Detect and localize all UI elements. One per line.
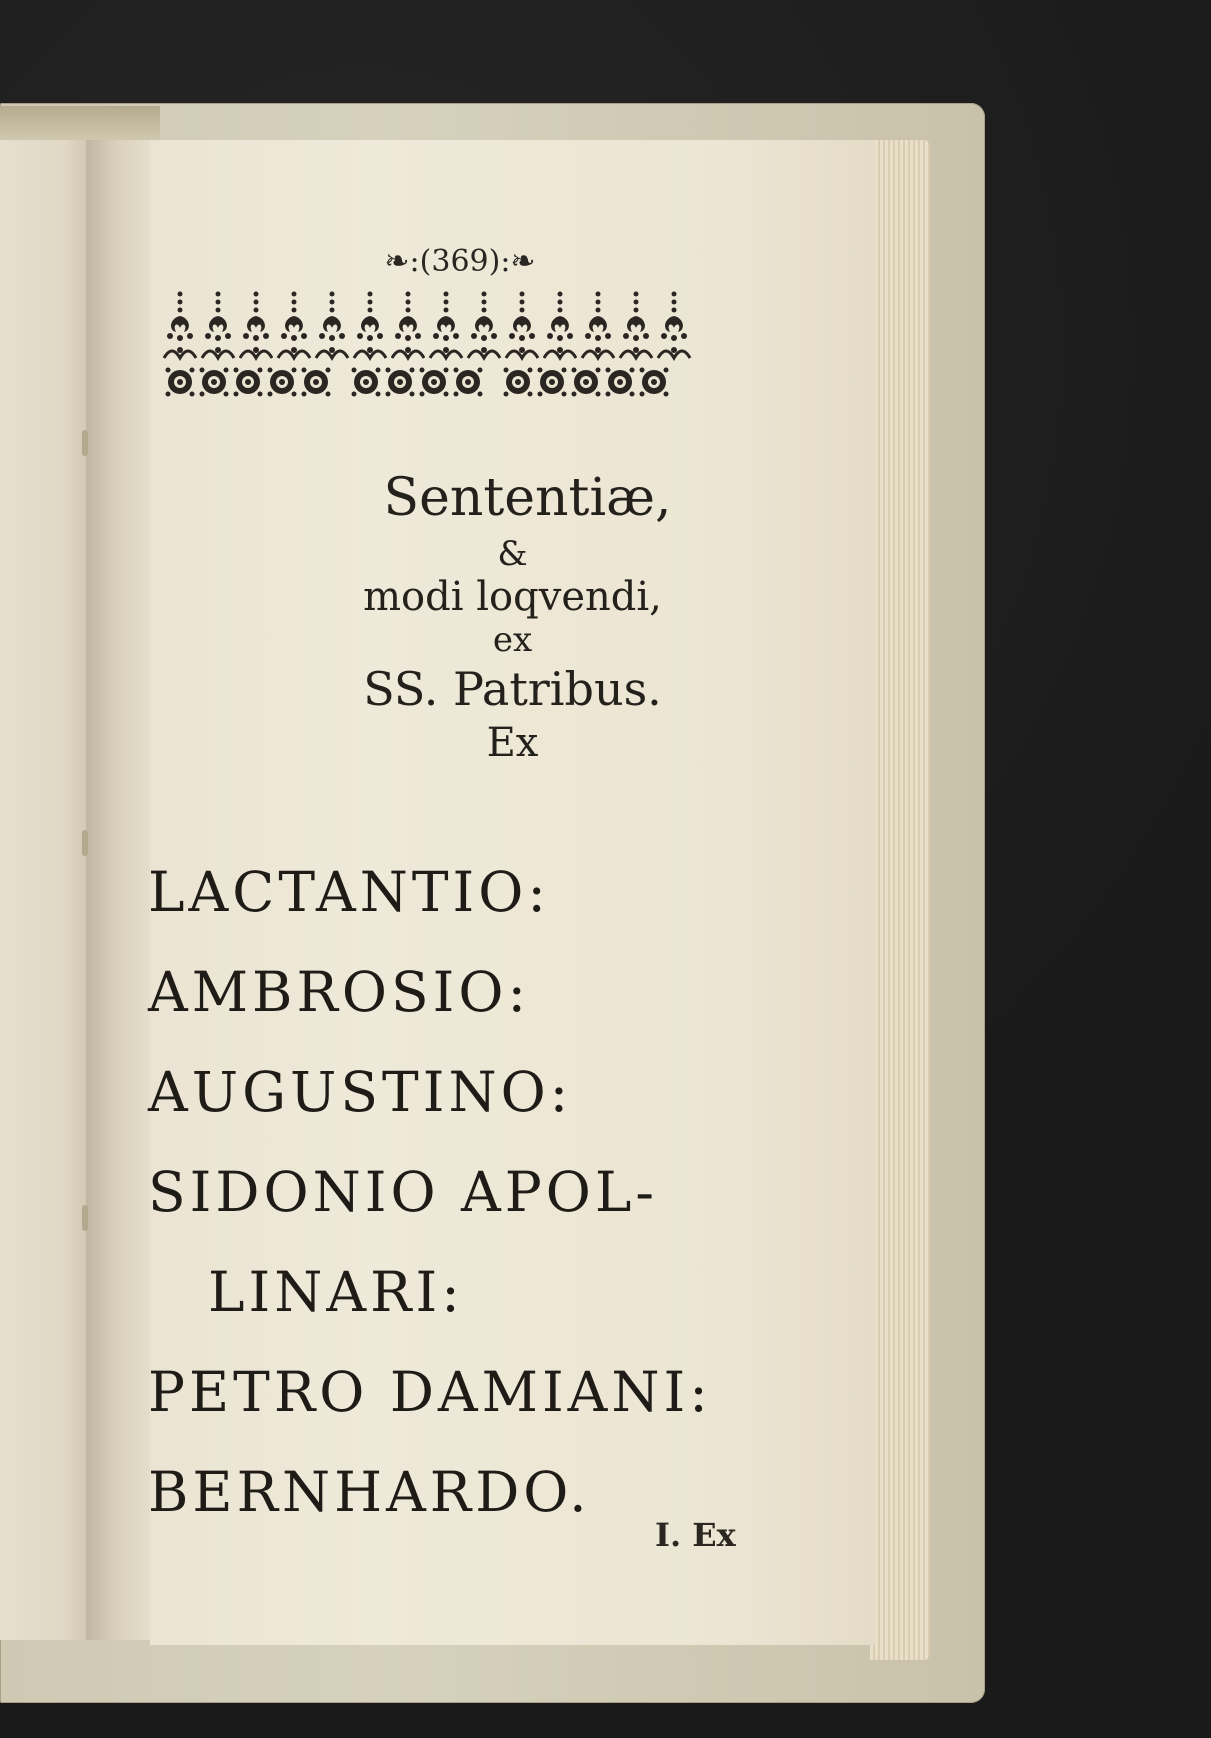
sewing-thread [82,1205,88,1231]
title-line: SS. Patribus. [363,662,662,716]
catchword: I. Ex [655,1516,736,1554]
title-line: Ex [486,720,539,766]
sewing-thread [82,430,88,456]
cover-strip [0,106,160,140]
author-name: SIDONIO APOL- [148,1160,658,1224]
book-gutter [86,140,156,1640]
fleuron-ornament-band [160,288,760,438]
author-name: LACTANTIO: [148,860,550,924]
sewing-thread [82,830,88,856]
author-name: AMBROSIO: [148,960,530,1024]
author-list [148,842,868,1542]
author-name: PETRO DAMIANI: [148,1360,712,1424]
title-block [150,468,875,766]
title-line: modi loqvendi, [363,574,662,620]
title-line: ex [492,620,533,660]
title-line: Sententiæ, [383,468,672,528]
page-header: ❧:(369):❧ [384,244,536,279]
title-line: & [497,534,528,574]
page-edges [870,140,930,1660]
author-name: LINARI: [208,1260,464,1324]
author-name: AUGUSTINO: [148,1060,573,1124]
author-name: BERNHARDO. [148,1460,591,1524]
facing-page [0,140,92,1640]
